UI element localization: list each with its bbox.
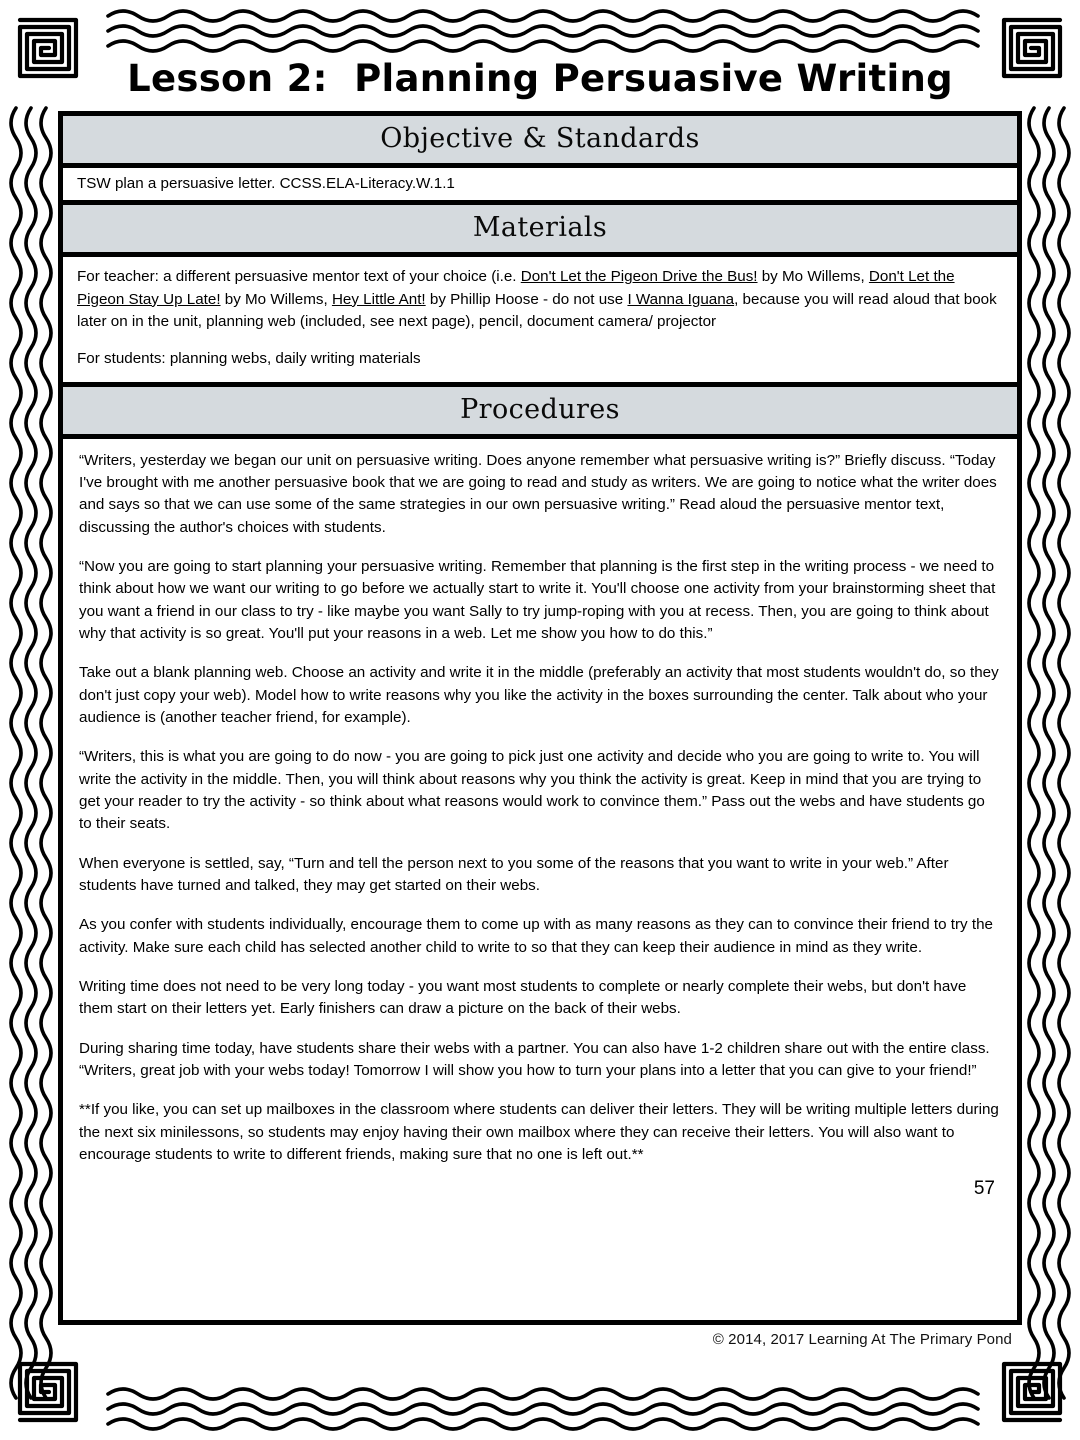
book-title-pigeon-stay-up-late: Don't Let the Pigeon Stay Up Late! — [77, 268, 955, 308]
materials-mid-2: by Mo Willems, — [220, 290, 332, 308]
materials-mid-3: by Phillip Hoose - do not use — [425, 290, 628, 308]
procedures-paragraph: “Writers, yesterday we began our unit on persuasive writing. Does anyone remember what persuasive writing is?” Briefly discuss. “Today I've brought with me another persuasive book that we are going to read and study as writers. We are going to notice what the writer does and says so that we can use some of the same strategies in our own persuasive writing.” Read aloud the persuasive mentor text, discussing the author's choices with students. — [79, 451, 997, 536]
materials-mid-1: by Mo Willems, — [757, 268, 869, 286]
procedures-paragraph: During sharing time today, have students share their webs with a partner. You can also have 1-2 children share out with the entire class. “Writers, great job with your webs today! Tomorrow I will show you how to turn your plans into a letter that you can give to your friend!” — [79, 1039, 990, 1080]
section-header-objective: Objective & Standards — [63, 116, 1017, 168]
procedures-paragraph: “Now you are going to start planning your persuasive writing. Remember that planning is the first step in the writing process - we need to think about how we want our writing to go before we actually start to write it. You'll choose one activity from your brainstorming sheet that you want a friend in our class to try - like maybe you want Sally to try jump-roping with you at recess. Then, you are going to think about why that activity is so great. You'll put your reasons in a web. Let me show you how to do this.” — [79, 557, 996, 642]
section-header-procedures: Procedures — [63, 387, 1017, 439]
section-body-materials — [63, 257, 1017, 386]
procedures-paragraph: Writing time does not need to be very long today - you want most students to complete or nearly complete their webs, but don't have them start on their letters yet. Early finishers can draw a picture on the back of their webs. — [79, 978, 967, 1018]
book-title-hey-little-ant: Hey Little Ant! — [331, 290, 426, 308]
procedures-paragraph: As you confer with students individually, encourage them to come up with as many reasons as they can to convince their friend to try the activity. Make sure each child has selected another child to write to so that they can keep their audience in mind as they write. — [79, 916, 993, 956]
book-title-pigeon-drive-bus: Don't Let the Pigeon Drive the Bus! — [520, 268, 758, 286]
objective-text: TSW plan a persuasive letter. CCSS.ELA-Literacy.W.1.1 — [77, 174, 455, 192]
materials-teacher-suffix: , because you will read aloud that book later on in the unit, planning web (included, see next page), pencil, document camera/ projector — [77, 290, 997, 330]
procedures-paragraph: **If you like, you can set up mailboxes in the classroom where students can deliver their letters. They will be writing multiple letters during the next six minilessons, so students may enjoy having their own mailbox where they can receive their letters. You will also want to encourage students to write to different friends, making sure that no one is left out.** — [79, 1101, 999, 1164]
copyright-notice: © 2014, 2017 Learning At The Primary Pond — [712, 1330, 1012, 1348]
section-body-objective — [63, 168, 1017, 205]
procedures-paragraph: Take out a blank planning web. Choose an activity and write it in the middle (preferably an activity that most students wouldn't do, so they don't just copy your web). Model how to write reasons why you like the activity in the boxes surrounding the center. Talk about who your audience is (another teacher friend, for example). — [79, 664, 999, 726]
book-title-i-wanna-iguana: I Wanna Iguana — [627, 290, 735, 308]
procedures-paragraph: “Writers, this is what you are going to do now - you are going to pick just one activity and decide who you are going to write to. You will write the activity in the middle. Then, you will think about reasons why you think the activity is great. Keep in mind that you are trying to get your reader to try the activity - so think about what reasons would work to convince them.” Pass out the webs and have students go to their seats. — [79, 748, 985, 833]
section-header-materials: Materials — [63, 205, 1017, 257]
lesson-frame — [58, 111, 1022, 1325]
page-number: 57 — [973, 1177, 995, 1199]
procedures-paragraph-list — [79, 450, 1001, 1167]
page-title: Lesson 2: Planning Persuasive Writing — [127, 57, 953, 100]
materials-teacher-prefix: For teacher: a different persuasive mentor text of your choice (i.e. — [77, 268, 521, 286]
procedures-paragraph: When everyone is settled, say, “Turn and tell the person next to you some of the reasons that you want to write in your web.” After students have turned and talked, they may get started on their webs. — [79, 854, 949, 895]
materials-teacher-line — [77, 266, 1003, 333]
materials-students-line: For students: planning webs, daily writing materials — [77, 350, 421, 368]
section-body-procedures — [63, 439, 1017, 1320]
